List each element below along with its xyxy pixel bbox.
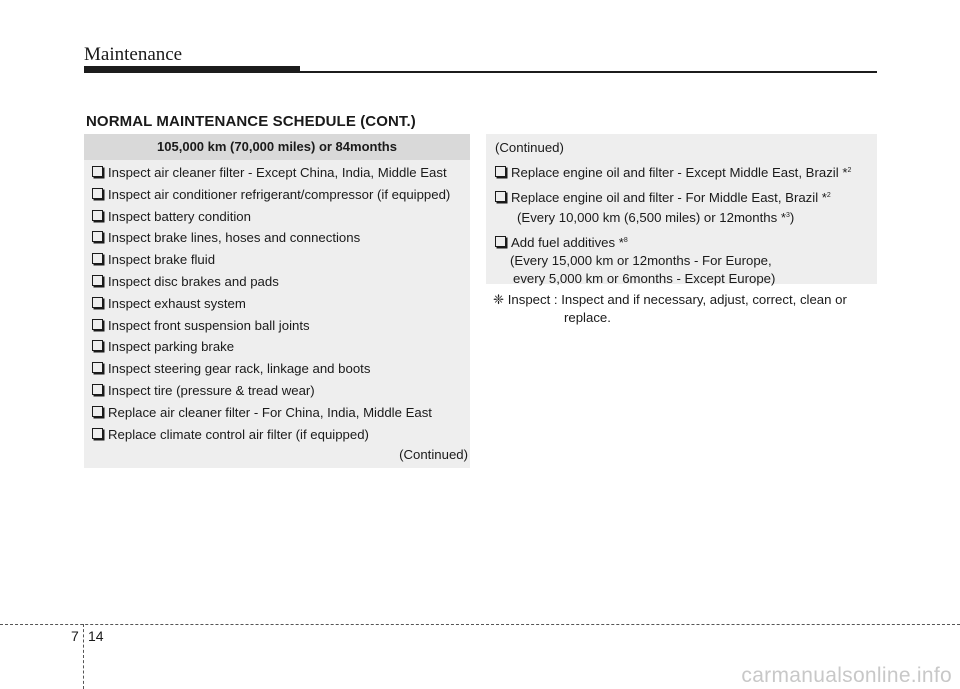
note-text-continued: replace. [564,310,611,325]
schedule-interval-heading: 105,000 km (70,000 miles) or 84months [84,134,470,160]
item-text: Inspect tire (pressure & tread wear) [108,382,315,398]
continued-label-left: (Continued) [399,447,468,463]
list-item [495,232,877,288]
list-item [84,424,470,446]
item-text: Inspect exhaust system [108,295,246,311]
footnote-ref: 8 [623,237,628,244]
footnote-ref: 3 [786,212,790,219]
checkbox-icon [92,166,103,177]
item-subtext: (Every 10,000 km (6,500 miles) or 12months * [517,210,786,225]
footer-rule [0,624,960,625]
item-text: Replace climate control air filter (if equipped) [108,426,369,442]
header-rule-thick [84,66,300,73]
item-subtext: every 5,000 km or 6months - Except Europe) [513,271,776,286]
list-item [495,162,877,182]
list-item [84,380,470,402]
item-subtext: (Every 15,000 km or 12months - For Europe, [510,253,772,268]
note-symbol-icon: ❈ [493,292,505,307]
checkbox-icon [92,384,103,395]
checkbox-icon [92,340,103,351]
list-item [84,315,470,337]
list-item [84,336,470,358]
footer-divider [83,624,84,689]
checkbox-icon [92,297,103,308]
item-text: Inspect brake lines, hoses and connections [108,230,361,246]
checkbox-icon [495,236,506,247]
schedule-table-left [84,134,470,468]
checkbox-icon [92,231,103,242]
checkbox-icon [92,406,103,417]
checkbox-icon [92,210,103,221]
list-item [84,293,470,315]
item-text: Inspect steering gear rack, linkage and boots [108,361,371,377]
list-item [84,227,470,249]
note-text: Inspect : Inspect and if necessary, adjust, correct, clean or [507,292,847,307]
item-text: Inspect disc brakes and pads [108,273,279,289]
checkbox-icon [92,275,103,286]
item-text: Replace air cleaner filter - For China, India, Middle East [108,404,432,420]
footnote-ref: 2 [847,167,852,174]
chapter-number: 7 [71,628,79,644]
page-header-title: Maintenance [84,44,183,65]
item-text: Inspect air conditioner refrigerant/compressor (if equipped) [108,186,451,202]
schedule-table-right [486,134,877,284]
checkbox-icon [495,191,506,202]
item-subtext-end: ) [789,210,795,225]
item-text: Inspect parking brake [108,339,235,355]
checkbox-icon [92,319,103,330]
list-item [84,162,470,184]
list-item [84,184,470,206]
list-item [84,206,470,228]
checkbox-icon [92,253,103,264]
inspect-note [493,291,877,327]
checkbox-icon [92,428,103,439]
continued-label-right: (Continued) [495,140,564,155]
header-rule-thin [300,71,877,73]
item-text: Inspect front suspension ball joints [108,317,310,333]
list-item [84,402,470,424]
item-text: Add fuel additives * [511,235,624,250]
page-number: 14 [88,628,104,644]
item-text: Inspect air cleaner filter - Except China, India, Middle East [108,165,447,180]
section-title: NORMAL MAINTENANCE SCHEDULE (CONT.) [86,113,416,130]
item-text: Replace engine oil and filter - For Middle East, Brazil * [511,190,827,205]
item-text: Replace engine oil and filter - Except Middle East, Brazil * [511,165,848,180]
checkbox-icon [495,166,506,177]
checkbox-icon [92,362,103,373]
footnote-ref: 2 [826,192,831,199]
list-item [84,358,470,380]
list-item [495,187,877,227]
item-text: Inspect battery condition [108,208,251,224]
checklist [84,160,470,445]
watermark: carmanualsonline.info [741,664,952,687]
item-text: Inspect brake fluid [108,252,216,268]
list-item [84,249,470,271]
checkbox-icon [92,188,103,199]
list-item [84,271,470,293]
